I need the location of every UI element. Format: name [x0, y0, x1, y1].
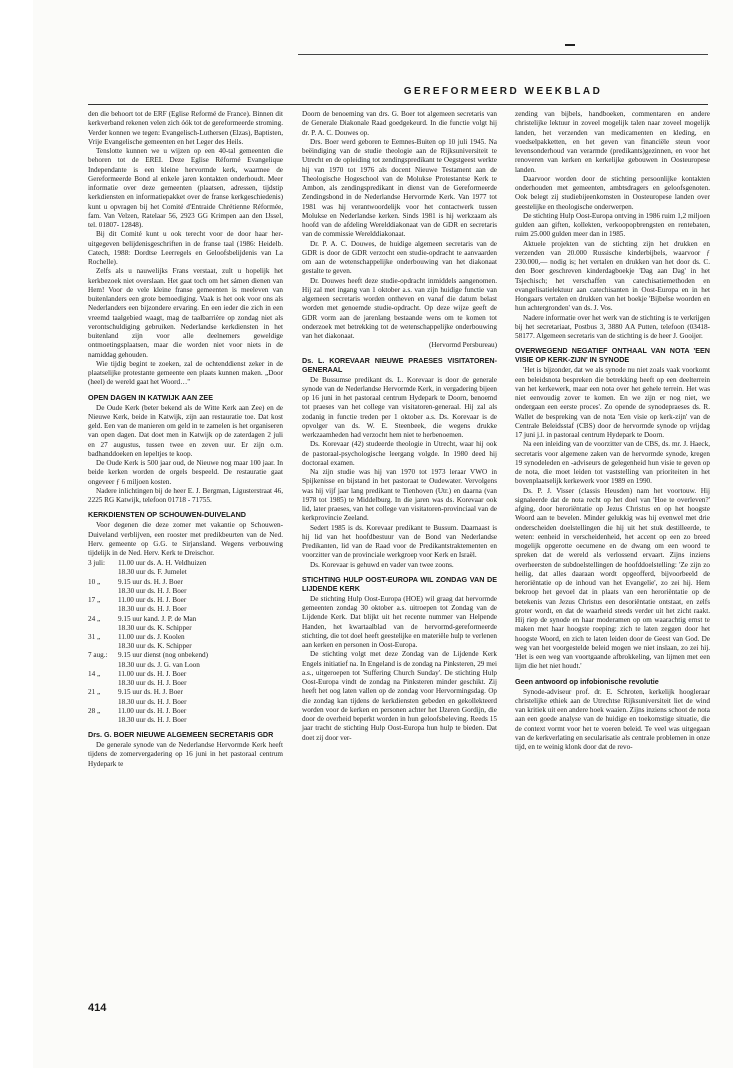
- article-heading: KERKDIENSTEN OP SCHOUWEN-DUIVELAND: [88, 510, 247, 520]
- schedule-row: 18.30 uur ds. H. J. Boer: [118, 605, 187, 614]
- paragraph: Ds. P. J. Visser (classis Heusden) nam het voortouw. Hij signaleerde dat de nota recht op het doel van 'Hoe te overleven?' afging, door heroriëntatie op Jezus Christus en op het hoogste Woord aan te bevelen. Minder gelukkig was hij evenwel met drie onderscheiden doelstellingen die hij uit het stuk destilleerde, te weten: eenheid in verscheidenheid, het accent op een zo breed mogelijk opgerotte oecumene en de dwang om een woord te spreken dat de wereld als verlossend ervaart. Zijns inziens overheersten de subdoelstellingen de hoofddoelstelling: 'Ze zijn zo heilig, dat alles daaraan wordt opgeofferd, bijvoorbeeld de heroriëntatie op de inhoud van het Evangelie', zo zei hij. Hem bekroop het gevoel dat in plaats van een heroriëntatie op de betekenis van Jezus Christus een desoriëntatie ontstaat, en zelfs groter wordt, en dat de waarheid steeds verder uit het zicht raakt. Hij riep de synode en haar moderamen op om waarachtig ernst te maken met haar hoogste roeping: zich te laten zeggen door het hoogste Woord, en zich te laten leiden door de Geest van God. De weg van het voorgestelde beleid mogen we niet inslaan, zo zei hij. 'Het is een weg van voortgaande afbrokkeling, van lijmen met een lijm die het niet houdt.': [515, 486, 710, 671]
- paragraph: Drs. Boer werd geboren te Eemnes-Buiten op 10 juli 1945. Na beëindiging van de studie theologie aan de Rijksuniversiteit te Utrecht en de opleiding tot zendingspredikant te Oegstgeest werkte hij van 1970 tot 1976 als docent Nieuwe Testament aan de Theologische Hogeschool van de Molukse Protestantse Kerk te Ambon, als zendingspredikant in dienst van de Gereformeerde Zendingsbond in de Nederlandse Hervormde Kerk. Van 1977 tot 1981 was hij verantwoordelijk voor het contactwerk tussen Molukse en Nederlandse kerken. Sinds 1981 is hij werkzaam als hoofd van de afdeling Werelddiakonaat van de GDR en secretaris van de commissie Werelddiakonaat.: [302, 137, 497, 239]
- schedule-row: 18.30 uur ds. H. J. Boer: [118, 697, 187, 706]
- source-credit: (Hervormd Persbureau): [428, 341, 497, 350]
- magazine-page: [33, 0, 733, 1068]
- paragraph: De Oude Kerk (beter bekend als de Witte Kerk aan Zee) en de Nieuwe Kerk, beide in Katwijk, zijn aan restauratie toe. Dat kost geld. Een van de manieren om geld in te zamelen is het organiseren van open dagen. Dat doet men in Katwijk op de zaterdagen 2 juli en 27 augustus, tussen twee en zeven uur. Er zijn o.m. badhanddoeken en lepeltjes te koop.: [88, 403, 283, 458]
- paragraph: De generale synode van de Nederlandse Hervormde Kerk heeft tijdens de zomervergadering op 16 juni in het pastoraal centrum Hydepark te: [88, 741, 283, 768]
- schedule-row: 7 aug.: 9.15 uur dienst (nog onbekend): [88, 651, 209, 660]
- schedule-row: 18.30 uur ds. H. J. Boer: [118, 715, 187, 724]
- schedule-row: 24 „ 9.15 uur kand. J. P. de Man: [88, 614, 197, 623]
- paragraph: Na zijn studie was hij van 1970 tot 1973 leraar VWO in Spijkenisse en bijstand in het pastoraat te Oudewater. Vervolgens was hij vijf jaar lang predikant te Tienhoven (Utr.) en daarna (van 1978 tot 1985) te Middelburg. In die jaren was ds. Korevaar ook lid, later praeses, van het college van visitatoren-provinciaal van de kerkprovincie Zeeland.: [302, 468, 497, 523]
- schedule-row: 17 „ 11.00 uur ds. H. J. Boer: [88, 596, 187, 605]
- article-heading: OVERWEGEND NEGATIEF ONTHAAL VAN NOTA 'EEN VISIE OP KERK-ZIJN' IN SYNODE: [515, 346, 710, 365]
- paragraph: De stichting Hulp Oost-Europa ontving in 1986 ruim 1,2 miljoen gulden aan giften, kollekten, verkoopopbrengsten en rentebaten, ruim 25.000 gulden meer dan in 1985.: [515, 211, 710, 239]
- paragraph: Nadere inlichtingen bij de heer E. J. Bergman, Ligusterstraat 46, 2225 RG Katwijk, telefoon 01718 - 71755.: [88, 486, 283, 504]
- paragraph: Wie tijdig begint te zoeken, zal de ochtenddienst zeker in de plaatselijke protestante gemeente een plaats kunnen maken. „Door (heel) de wereld gaat het Woord…": [88, 359, 283, 387]
- paragraph: Sedert 1985 is ds. Korevaar predikant te Bussum. Daarnaast is hij lid van het hoofdbestuur van de Bond van Nederlandse Predikanten, lid van de Raad voor de Predikantstraktementen en voorzitter van de provinciale werkgroep voor Kerk en Israël.: [302, 523, 497, 560]
- paragraph: Ds. Korevaar (42) studeerde theologie in Utrecht, waar hij ook de pastoraal-psychologische leergang volgde. In 1980 deed hij doctoraal examen.: [302, 440, 497, 467]
- paragraph: Voor degenen die deze zomer met vakantie op Schouwen-Duiveland verblijven, een rooster met predikbeurten van de Ned. Herv. gemeente op G.G. te Sirjansland. Wegens verbouwing tijdelijk in de Ned. Herv. Kerk te Dreischor.: [88, 521, 283, 557]
- paragraph: 'Het is bijzonder, dat we als synode nu niet zoals vaak voorkomt een beleidsnota bespreken die betrekking heeft op een deelterrein van het kerkewerk, maar een nota over het gehele terrein. Het was niet eenvoudig zover te komen. En we zijn er nog niet, we ondergaan een eerste proces'. Zo opende de synodepraeses ds. R. Wallet de bespreking van de nota 'Een visie op kerk-zijn' van de Centrale Beleidsstaf (CBS) door de hervormde synode op vrijdag 17 juni j.l. in pastoraal centrum Hydepark te Doorn.: [515, 366, 710, 439]
- schedule-row: 18.30 uur ds. H. J. Boer: [118, 586, 187, 595]
- paragraph: De Oude Kerk is 500 jaar oud, de Nieuwe nog maar 100 jaar. In beide kerken worden de orgels bespeeld. De restauratie gaat ongeveer ƒ 6 miljoen kosten.: [88, 459, 283, 486]
- schedule-row: 18.30 uur ds. K. Schipper: [118, 642, 192, 651]
- paragraph: Dr. Douwes heeft deze studie-opdracht inmiddels aangenomen. Hij zal met ingang van 1 oktober a.s. van zijn huidige functie van algemeen secretaris worden ontheven en vanaf die datum belast worden met genoemde studie-opdracht. Op deze wijze geeft de GDR vorm aan de jarenlang bestaande wens om te komen tot onderzoek met betrekking tot de wetenschappelijke onderbouwing van het diakonaat.: [302, 276, 497, 340]
- schedule-row: 18.30 uur ds. K. Schipper: [118, 623, 192, 632]
- paragraph: Aktuele projekten van de stichting zijn het drukken en verzenden van 20.000 Russische kinderbijbels, waarvoor ƒ 230.000,— nodig is; het vertalen en drukken van het door ds. C. den Boer geschreven kinderdagboekje 'Dag aan Dag' in het Tsjechisch; het verschaffen van catechisatiemethoden en evangelisatielektuur aan catechisanten in Oost-Europa en in het Hongaars vertalen en drukken van het boekje 'Bijbelse woorden en hun achtergronden' van ds. J. Vos.: [515, 239, 710, 313]
- schedule-row: 28 „ 11.00 uur ds. H. J. Boer: [88, 706, 187, 715]
- schedule-row: 18.30 uur ds. H. J. Boer: [118, 679, 187, 688]
- paragraph: De stichting volgt met deze Zondag van de Lijdende Kerk Engels initiatief na. In Engeland is de zondag na Pinksteren, 29 mei a.s., uitgeroepen tot 'Suffering Church Sunday'. De stichting Hulp Oost-Europa vindt de zondag na Pinksteren minder geschikt. Zij heeft het oog laten vallen op de zondag voor Hervormingsdag. Op die zondag kan tijdens de kerkdiensten gebeden en gekollekteerd worden voor de kerken en personen achter het IJzeren Gordijn, die door de overheid beperkt worden in hun geloofsbeleving. Reeds 15 jaar tracht de stichting Hulp Oost-Europa hun hulp te bieden. Dat doet zij door ver-: [302, 650, 497, 742]
- schedule-row: 18.30 uur ds. J. G. van Loon: [118, 660, 200, 669]
- page-number: 414: [88, 1002, 107, 1014]
- column-2: [302, 110, 497, 743]
- paragraph: Nadere informatie over het werk van de stichting is te verkrijgen bij het secretariaat, Postbus 3, 3880 AA Putten, telefoon (03418- 58177. Algemeen secretaris van de stichting is de heer J. Gooijer.: [515, 313, 710, 340]
- schedule-row: 10 „ 9.15 uur ds. H. J. Boer: [88, 577, 183, 586]
- schedule-row: 3 juli: 11.00 uur ds. A. H. Veldhuizen: [88, 559, 207, 568]
- article-heading: Ds. L. KOREVAAR NIEUWE PRAESES VISITATOREN-GENERAAL: [302, 355, 497, 374]
- schedule-row: 14 „ 11.00 uur ds. H. J. Boer: [88, 669, 187, 678]
- paragraph: Zelfs als u nauwelijks Frans verstaat, zult u hopelijk het kerkbezoek niet overslaan. Het gaat toch om het sámen dienen van Hem! Voor de vele kleine franse gemeenten is meeleven van buitenlanders een grote bemoediging. Vaak is het ook voor ons als Nederlanders een bijzondere ervaring. En een ieder die zich in een vreemd taalgebied waagt, mag de taalbarrière op zondag niet als verontschuldiging gebruiken. Nederlandse kerkdiensten in het buitenland zijn voor alle deelnemers geweldige ontmoetingsplaatsen, maar die worden niet voor niets in de namiddag gehouden.: [88, 267, 283, 359]
- top-rule: [298, 54, 708, 55]
- schedule-row: 18.30 uur ds. F. Jumelet: [118, 568, 187, 577]
- header-rule: [88, 104, 708, 105]
- running-header: GEREFORMEERD WEEKBLAD: [403, 86, 603, 97]
- paragraph: Dr. P. A. C. Douwes, de huidige algemeen secretaris van de GDR is door de GDR verzocht een studie-opdracht te aanvaarden om aan de wetenschappelijke onderbouwing van het diakonaat gestalte te geven.: [302, 239, 497, 276]
- schedule-row: 31 „ 11.00 uur ds. J. Koolen: [88, 633, 185, 641]
- article-heading: STICHTING HULP OOST-EUROPA WIL ZONDAG VAN DE LIJDENDE KERK: [302, 574, 497, 593]
- paragraph: Doorn de benoeming van drs. G. Boer tot algemeen secretaris van de Generale Diakonale Raad goedgekeurd. In die functie volgt hij dr. P. A. C. Douwes op.: [302, 110, 497, 137]
- paragraph: Ds. Korevaar is gehuwd en vader van twee zoons.: [310, 560, 454, 569]
- article-heading: OPEN DAGEN IN KATWIJK AAN ZEE: [88, 392, 213, 402]
- column-1: [88, 110, 283, 769]
- service-schedule: [88, 559, 208, 725]
- paragraph: den die behoort tot de ERF (Eglise Reformé de France). Binnen dit kerkverband rekenen velen zich óók tot de gereformeerde stroming. Verder konnen we tegen: Evangelisch-Luthersen (Elzas), Baptisten, Vrije Evangelische gemeenten en het Leger des Heils.: [88, 110, 283, 146]
- article-heading: Drs. G. BOER NIEUWE ALGEMEEN SECRETARIS GDR: [88, 730, 274, 740]
- paragraph: Bij dit Comité kunt u ook terecht voor de door haar her-uitgegeven belijdenisgeschriften in de franse taal (1986: Heidelb. Catech, 1988: Dordtse Leerregels en Geloofsbelijdenis van La Rochelle).: [88, 230, 283, 266]
- paragraph: De Bussumse predikant ds. L. Korevaar is door de generale synode van de Nederlandse Hervormde Kerk, in vergadering bijeen op 16 juni in het pastoraal centrum Hydepark te Doorn, benoemd tot praeses van het college van visitatoren-generaal. Hij zal als zodanig in functie treden per 1 oktober a.s. Ds. Korevaar is de opvolger van ds. W. E. Steenbeek, die wegens drukke werkzaamheden had verzocht hem niet te herbenoemen.: [302, 375, 497, 439]
- article-subheading: Geen antwoord op infobionische revolutie: [515, 676, 659, 686]
- corner-mark: [565, 44, 575, 46]
- paragraph: Tenslotte kunnen we u wijzen op een 40-tal gemeenten die behoren tot de EREI. Deze Eglise Réformé Evangelique Independante is een kleine hervormde kerk, waarmee de Gereformeerde Bond al enkele jaren kontakten onderhoudt. Meer informatie over deze gemeenten (plaatsen, adressen, tijdstip kerkdiensten en informatiepakket over de franse kerkgeschiedenis) kunt u opvragen bij het Comité d'Entraide Chrétienne Réformée, fam. Van Velzen, Ratelaar 56, 2923 GG Krimpen aan den IJssel, tel. 01807- 12848).: [88, 147, 283, 229]
- paragraph: Daarvoor worden door de stichting persoonlijke kontakten onderhouden met gemeenten, ambtsdragers en geloofsgenoten. Ook belegt zij studiebijeenkomsten in Oosteuropese landen over geestelijke en theologische onderwerpen.: [515, 174, 710, 211]
- paragraph: zending van bijbels, handboeken, commentaren en andere christelijke lektuur in zoveel mogelijk talen naar zoveel mogelijk landen, het verzenden van medicamenten en kleding, en voedselpakketten, en het geven van financiële steun voor levensonderhoud van verarmde (predikants)gezinnen, en voor het renoveren van kerken en kerkelijke gebouwen in Oosteuropese landen.: [515, 110, 710, 174]
- paragraph: Synode-adviseur prof. dr. E. Schroten, kerkelijk hoogleraar christelijke ethiek aan de Utrechtse Rijksuniversiteit liet de wind van kritiek uit een andere hoek waaien. Zijns inziens schoot de nota aan een goede analyse van de huidige en toekomstige situatie, die de context vormt voor het te voeren beleid. Te veel was uitgegaan van de kerkverlating en secularisatie als centrale problemen in onze tijd, en te weinig klonk door dat de revo-: [515, 687, 710, 751]
- schedule-row: 21 „ 9.15 uur ds. H. J. Boer: [88, 688, 183, 697]
- paragraph: Na een inleiding van de voorzitter van de CBS, ds. mr. J. Haeck, secretaris voor algemene zaken van de hervormde synode, kregen 19 synodeleden en -adviseurs de gelegenheid hun visie te geven op de nota, die moet leiden tot vaststelling van prioriteiten in het bovenplaatselijk kerkewerk voor 1989 en 1990.: [515, 440, 710, 486]
- paragraph: De stichting Hulp Oost-Europa (HOE) wil graag dat hervormde gemeenten zondag 30 oktober a.s. uitroepen tot Zondag van de Lijdende Kerk. Dat blijkt uit het recente nummer van Helpende Handen, het kwartaalblad van de hervormd-gereformeerde stichting, die tot doel heeft geestelijke en materiële hulp te verlenen aan kerken en personen in Oost-Europa.: [302, 594, 497, 649]
- column-3: [515, 110, 710, 752]
